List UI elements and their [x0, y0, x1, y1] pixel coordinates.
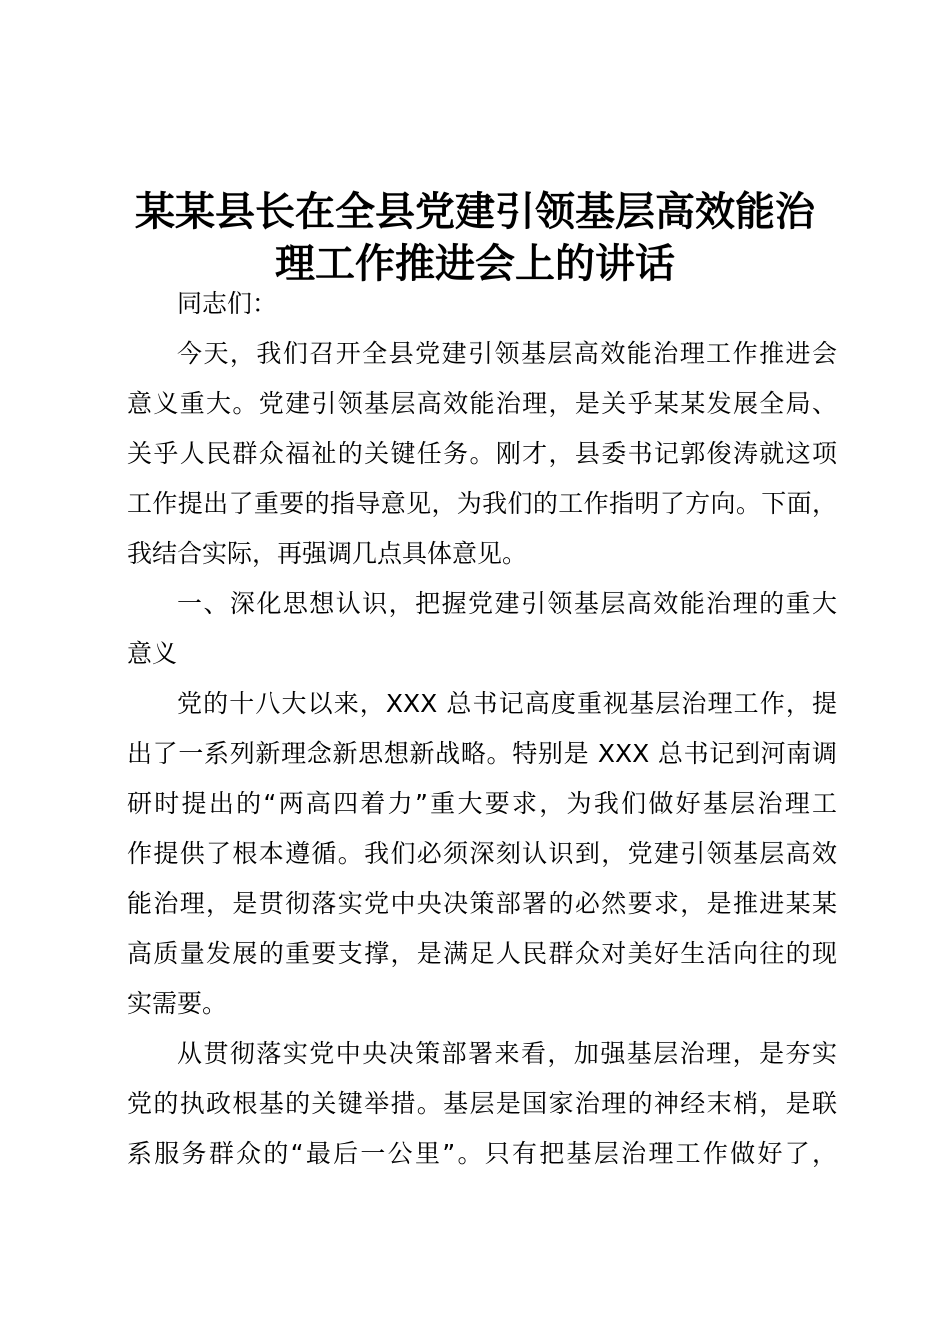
paragraph-1-line-2: 意义重大。党建引领基层高效能治理，是关乎某某发展全局、 [127, 389, 837, 418]
section-heading-1-line-1: 一、深化思想认识，把握党建引领基层高效能治理的重大 [177, 589, 837, 618]
paragraph-4-line-3: 系服务群众的“最后一公里”。只有把基层治理工作做好了， [127, 1139, 837, 1168]
paragraph-4-line-2: 党的执政根基的关键举措。基层是国家治理的神经末梢，是联 [127, 1089, 837, 1118]
salutation: 同志们： [177, 289, 278, 318]
paragraph-3-line-3: 研时提出的“两高四着力”重大要求，为我们做好基层治理工 [127, 789, 837, 818]
paragraph-3-line-5: 能治理，是贯彻落实党中央决策部署的必然要求，是推进某某 [127, 889, 837, 918]
paragraph-1-line-1: 今天，我们召开全县党建引领基层高效能治理工作推进会 [177, 339, 837, 368]
paragraph-1-line-3: 关乎人民群众福祉的关键任务。刚才，县委书记郭俊涛就这项 [127, 439, 837, 468]
paragraph-3-line-1: 党的十八大以来，XXX 总书记高度重视基层治理工作，提 [177, 689, 837, 718]
document-title-line-1: 某某县长在全县党建引领基层高效能治 [135, 188, 815, 235]
paragraph-3-line-6: 高质量发展的重要支撑，是满足人民群众对美好生活向往的现 [127, 939, 837, 968]
paragraph-3-line-7: 实需要。 [127, 989, 228, 1018]
paragraph-1-line-4: 工作提出了重要的指导意见，为我们的工作指明了方向。下面， [127, 489, 837, 518]
section-heading-1-line-2: 意义 [127, 639, 178, 668]
paragraph-3-line-4: 作提供了根本遵循。我们必须深刻认识到，党建引领基层高效 [127, 839, 837, 868]
paragraph-1-line-5: 我结合实际，再强调几点具体意见。 [127, 539, 528, 568]
document-title-line-2: 理工作推进会上的讲话 [275, 240, 675, 287]
paragraph-4-line-1: 从贯彻落实党中央决策部署来看，加强基层治理，是夯实 [177, 1039, 837, 1068]
paragraph-3-line-2: 出了一系列新理念新思想新战略。特别是 XXX 总书记到河南调 [127, 739, 837, 768]
